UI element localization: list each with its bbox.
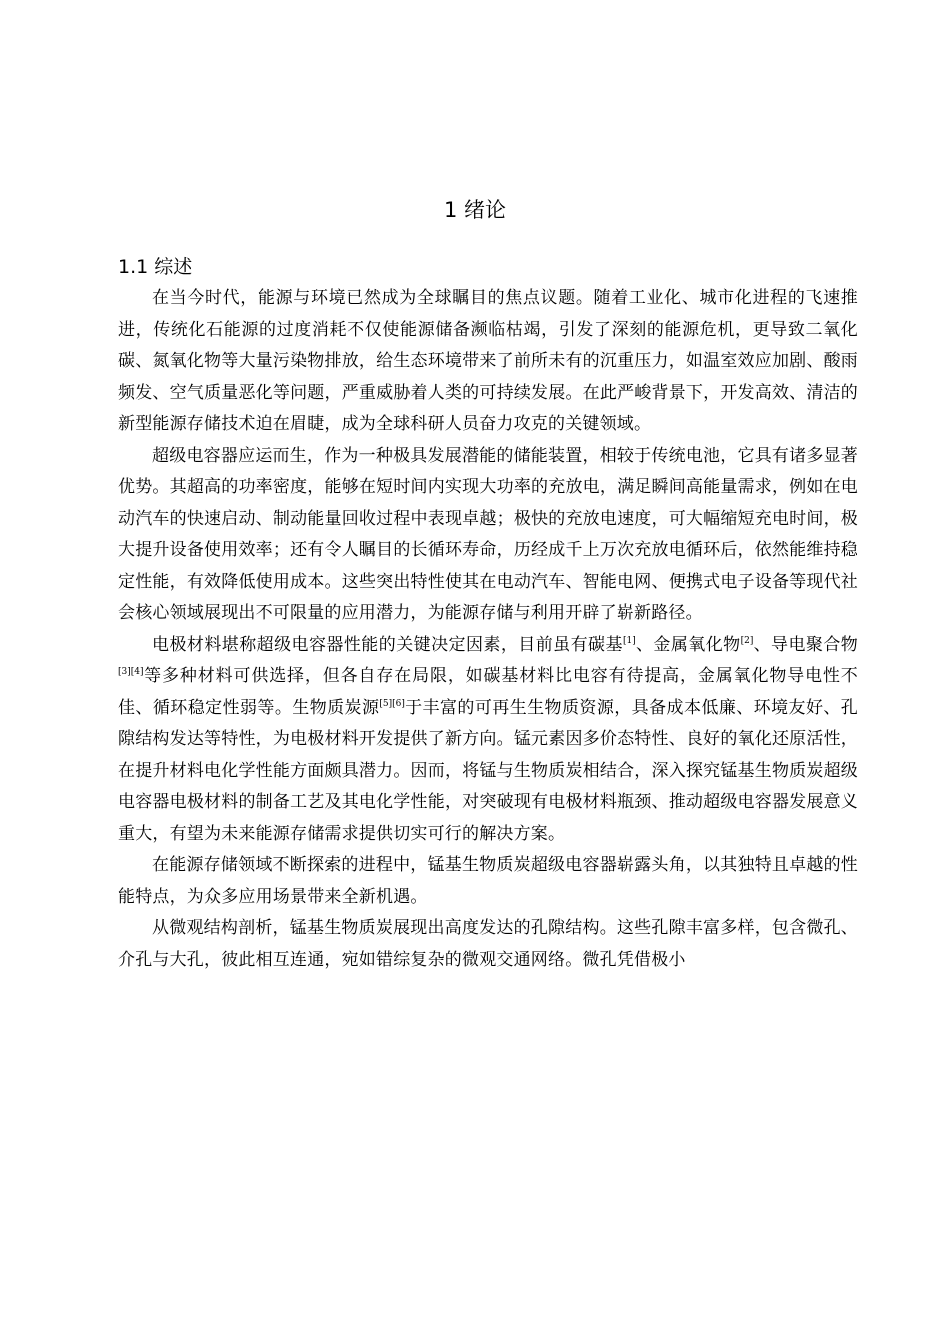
paragraph-3-text: 于丰富的可再生生物质资源，具备成本低廉、环境友好、孔隙结构发达等特性，为电极材料开发提供了新方向。锰元素因多价态特性、良好的氧化还原活性，在提升材料电化学性能方面颇具潜力。因而，将锰与生物质炭相结合，深入探究锰基生物质炭超级电容器电极材料的制备工艺及其电化学性能，对突破现有电极材料瓶颈、推动超级电容器发展意义重大，有望为未来能源存储需求提供切实可行的解决方案。 <box>118 697 859 844</box>
citation-ref: [2] <box>740 635 754 646</box>
paragraph-3-text: 电极材料堪称超级电容器性能的关键决定因素，目前虽有碳基 <box>152 634 623 655</box>
citation-ref: [1] <box>622 635 636 646</box>
paragraph-3-text: 、导电聚合物 <box>753 634 859 655</box>
paragraph-4: 在能源存储领域不断探索的进程中，锰基生物质炭超级电容器崭露头角，以其独特且卓越的性能特点，为众多应用场景带来全新机遇。 <box>118 855 858 907</box>
body-text <box>118 283 858 976</box>
paragraph-3 <box>118 630 858 851</box>
citation-ref: [3][4] <box>118 667 144 677</box>
chapter-title: 1 绪论 <box>443 198 507 222</box>
citation-ref: [5][6] <box>379 698 405 709</box>
paragraph-3-text: 、金属氧化物 <box>635 634 741 655</box>
section-title: 1.1 综述 <box>118 256 193 278</box>
paragraph-3-text: 等多种材料可供选择，但各自存在局限，如碳基材料比电容有待提高，金属氧化物导电性不佳、循环稳定性弱等。生物质炭源 <box>118 666 858 718</box>
paragraph-2: 超级电容器应运而生，作为一种极具发展潜能的储能装置，相较于传统电池，它具有诸多显著优势。其超高的功率密度，能够在短时间内实现大功率的充放电，满足瞬间高能量需求，例如在电动汽车的快速启动、制动能量回收过程中表现卓越；极快的充放电速度，可大幅缩短充电时间，极大提升设备使用效率；还有令人瞩目的长循环寿命，历经成千上万次充放电循环后，依然能维持稳定性能，有效降低使用成本。这些突出特性使其在电动汽车、智能电网、便携式电子设备等现代社会核心领域展现出不可限量的应用潜力，为能源存储与利用开辟了崭新路径。 <box>118 445 858 623</box>
paragraph-5: 从微观结构剖析，锰基生物质炭展现出高度发达的孔隙结构。这些孔隙丰富多样，包含微孔、介孔与大孔，彼此相互连通，宛如错综复杂的微观交通网络。微孔凭借极小 <box>118 918 858 970</box>
paragraph-1: 在当今时代，能源与环境已然成为全球瞩目的焦点议题。随着工业化、城市化进程的飞速推进，传统化石能源的过度消耗不仅使能源储备濒临枯竭，引发了深刻的能源危机，更导致二氧化碳、氮氧化物等大量污染物排放，给生态环境带来了前所未有的沉重压力，如温室效应加剧、酸雨频发、空气质量恶化等问题，严重威胁着人类的可持续发展。在此严峻背景下，开发高效、清洁的新型能源存储技术迫在眉睫，成为全球科研人员奋力攻克的关键领域。 <box>118 288 858 434</box>
